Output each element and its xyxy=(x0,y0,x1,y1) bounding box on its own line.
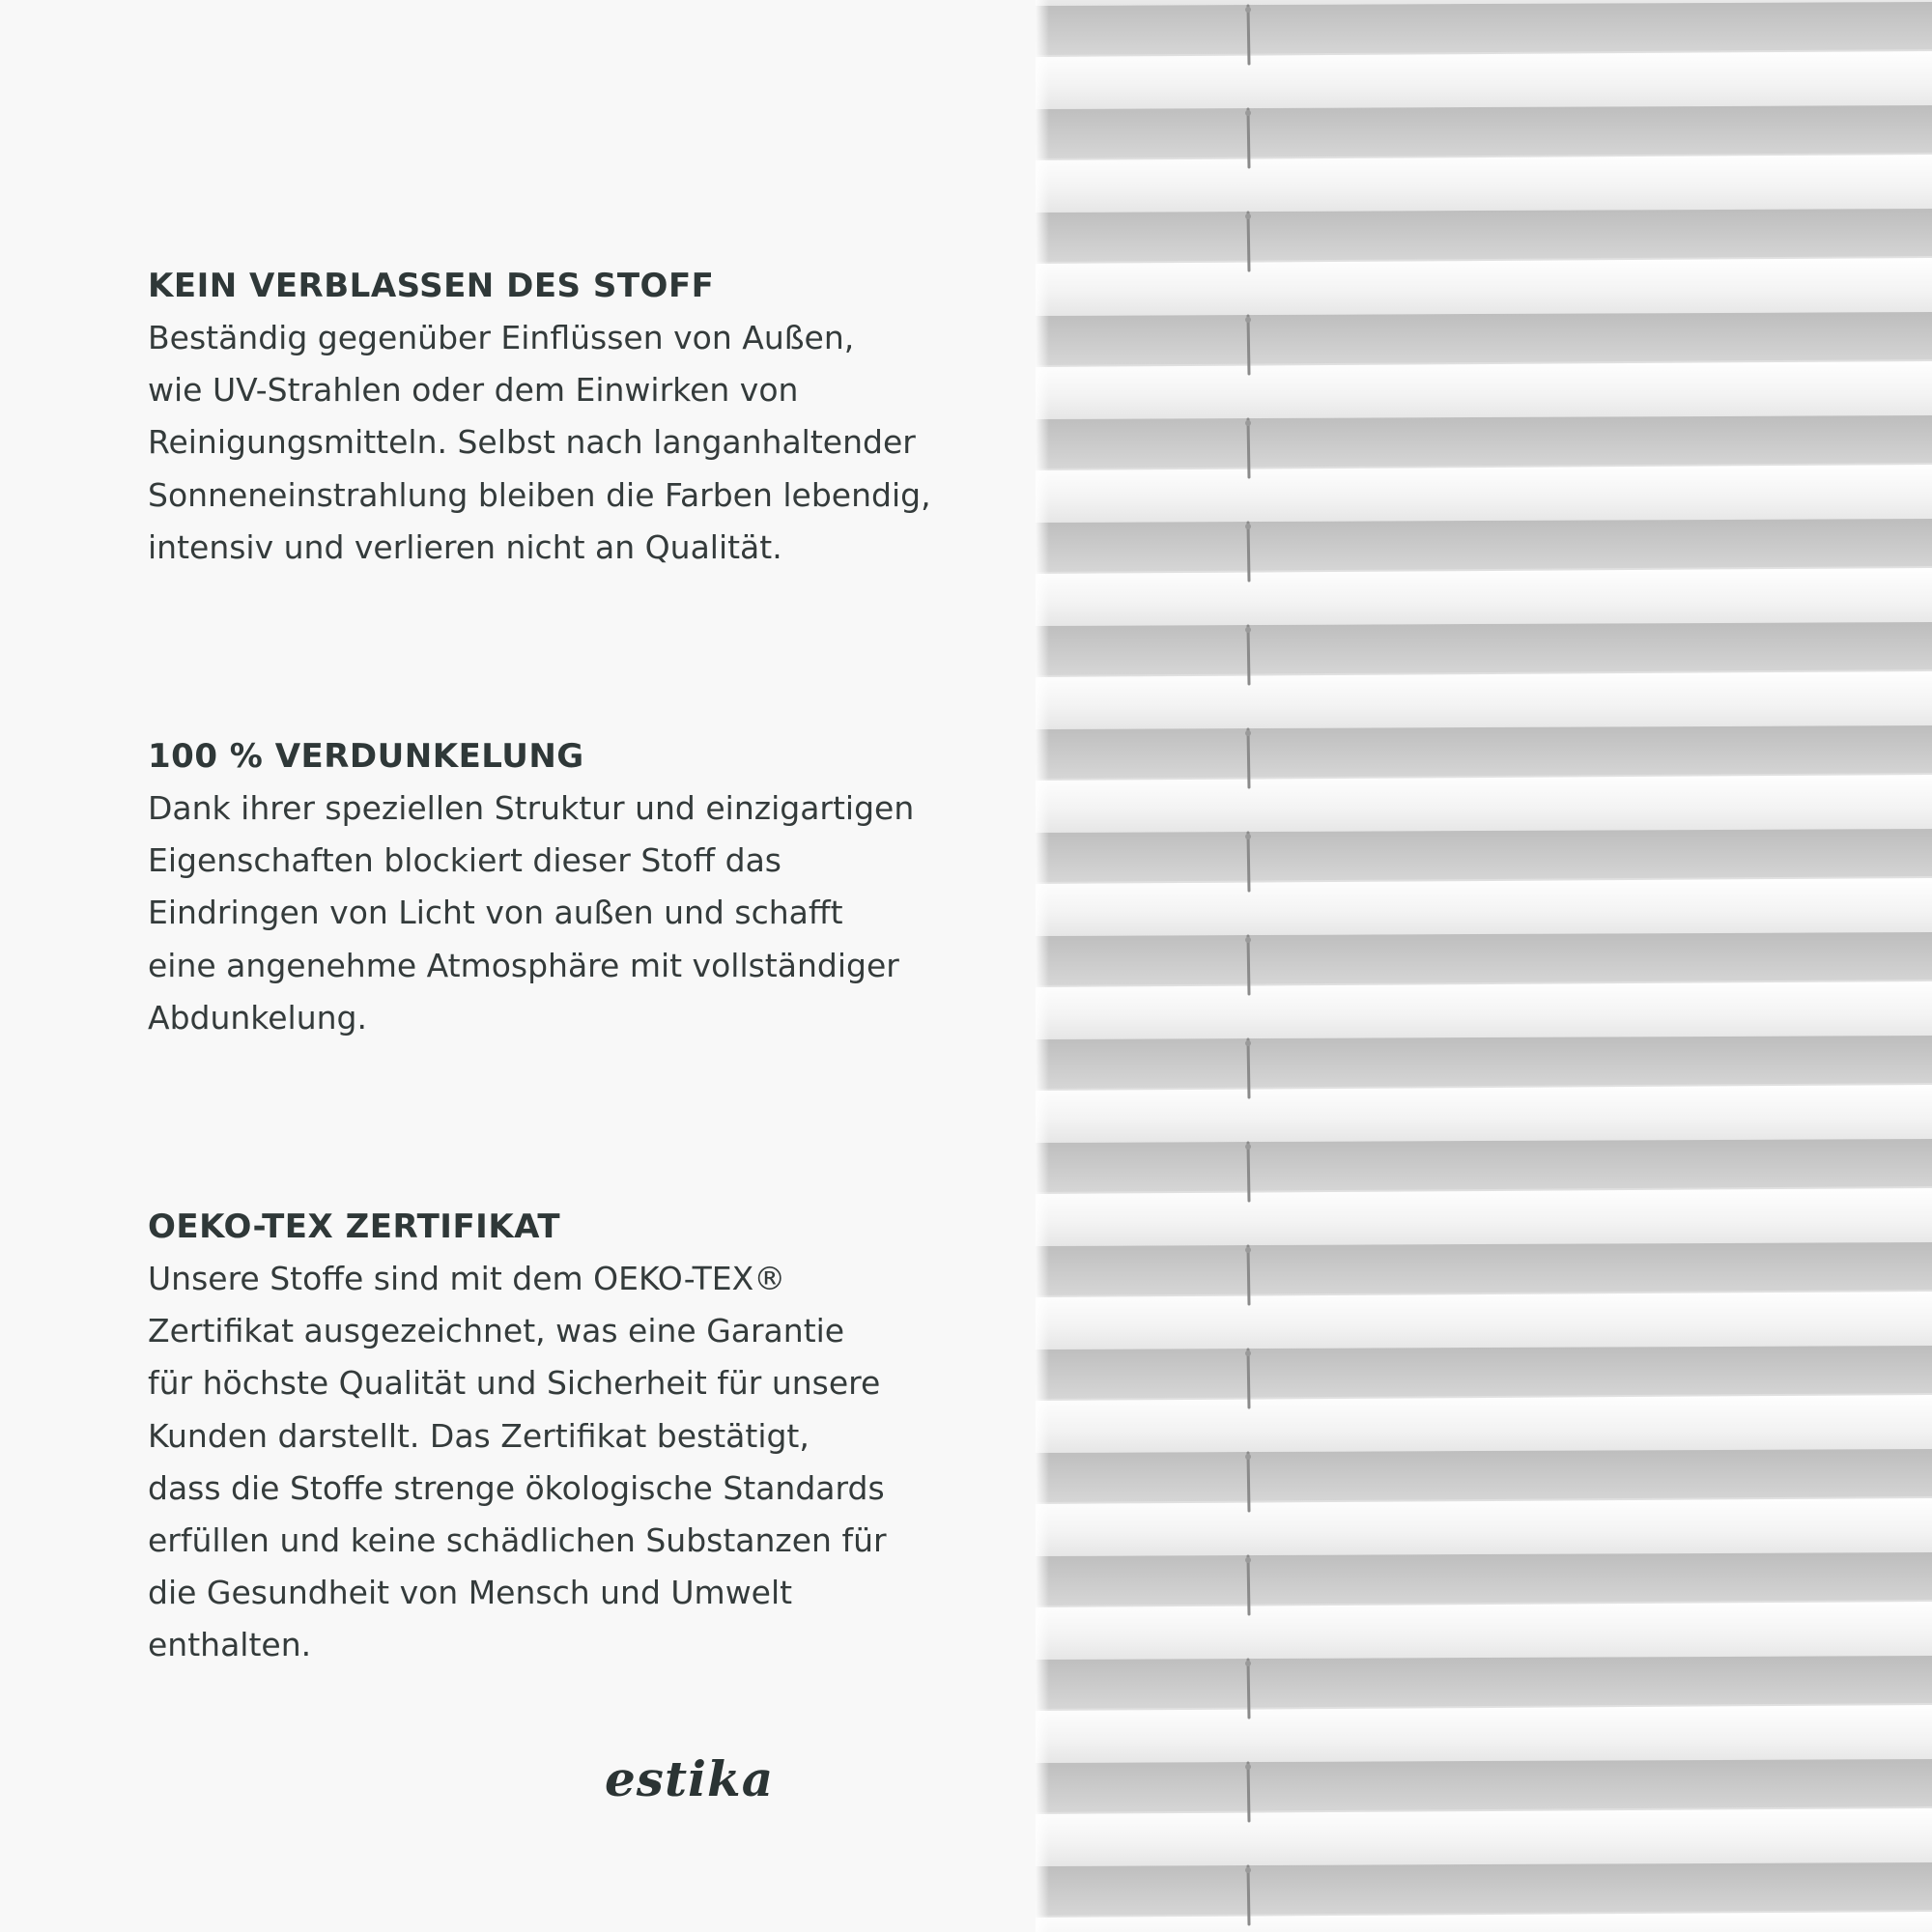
pleat-shadow-face xyxy=(1036,105,1932,159)
pleat-light-face xyxy=(1036,670,1932,729)
section-title: 100 % VERDUNKELUNG xyxy=(148,737,584,776)
cord-segment xyxy=(1248,1039,1249,1097)
cord-segment xyxy=(1248,523,1249,581)
pleat-light-face xyxy=(1036,1187,1932,1246)
pleat-shadow-face xyxy=(1036,2,1932,56)
cord-hole xyxy=(1245,937,1251,943)
cord-segment xyxy=(1248,1556,1249,1614)
cord-segment xyxy=(1248,1453,1249,1511)
cord-hole xyxy=(1245,1350,1251,1356)
body-line: Beständig gegenüber Einflüssen von Außen, xyxy=(148,319,855,356)
pleat-light-face xyxy=(1036,567,1932,626)
pleat-light-face xyxy=(1036,877,1932,936)
body-line: Abdunkelung. xyxy=(148,998,367,1037)
pleat-shadow-face xyxy=(1036,1656,1932,1710)
body-line: Sonneneinstrahlung bleiben die Farben lebendig, xyxy=(148,475,931,514)
pleat-light-face xyxy=(1036,360,1932,419)
pleat-light-face xyxy=(1036,980,1932,1039)
pleated-blind-illustration xyxy=(1036,0,1932,1932)
pleat-shadow-face xyxy=(1036,1036,1932,1090)
cord-hole xyxy=(1245,110,1251,116)
section-title: OEKO-TEX ZERTIFIKAT xyxy=(148,1208,561,1246)
pleat-light-face xyxy=(1036,1291,1932,1350)
pleat-light-face xyxy=(1036,1807,1932,1866)
body-line: dass die Stoffe strenge ökologische Standards xyxy=(148,1468,885,1507)
cord-segment xyxy=(1248,1866,1249,1924)
feature-text-column xyxy=(148,0,1017,1932)
body-line: erfüllen und keine schädlichen Substanzen für xyxy=(148,1521,887,1560)
pleat-light-face xyxy=(1036,774,1932,833)
pleat-light-face xyxy=(1036,1497,1932,1556)
body-line: intensiv und verlieren nicht an Qualität. xyxy=(148,527,782,566)
cord-hole xyxy=(1245,1247,1251,1253)
pleat-shadow-face xyxy=(1036,1759,1932,1813)
pleat-shadow-face xyxy=(1036,312,1932,366)
pleat-shadow-face xyxy=(1036,209,1932,263)
pleat-shadow-face xyxy=(1036,725,1932,780)
cord-segment xyxy=(1248,6,1249,64)
pleat-light-face xyxy=(1036,154,1932,213)
body-line: Dank ihrer speziellen Struktur und einzigartigen xyxy=(148,789,915,827)
cord-segment xyxy=(1248,109,1249,167)
cord-segment xyxy=(1248,316,1249,374)
cord-segment xyxy=(1248,833,1249,891)
feature-blackout xyxy=(148,730,1017,1044)
cord-segment xyxy=(1248,1350,1249,1407)
cord-hole xyxy=(1245,1144,1251,1150)
body-line: Kunden darstellt. Das Zertifikat bestätigt, xyxy=(148,1416,810,1455)
feature-oeko-tex xyxy=(148,1201,1017,1672)
cord-hole xyxy=(1245,627,1251,633)
cord-segment xyxy=(1248,1246,1249,1304)
body-line: eine angenehme Atmosphäre mit vollständiger xyxy=(148,946,899,984)
body-line: Zertifikat ausgezeichnet, was eine Garantie xyxy=(148,1312,845,1350)
section-body xyxy=(148,1253,1017,1672)
pleat-shadow-face xyxy=(1036,932,1932,986)
brand-logo: estika xyxy=(605,1750,775,1807)
pleat-light-face xyxy=(1036,1394,1932,1453)
blind-pleats xyxy=(1036,0,1932,1932)
body-line: die Gesundheit von Mensch und Umwelt xyxy=(148,1574,793,1612)
cord-segment xyxy=(1248,419,1249,477)
cord-hole xyxy=(1245,834,1251,839)
pleat-shadow-face xyxy=(1036,519,1932,573)
cord-hole xyxy=(1245,1867,1251,1873)
cord-segment xyxy=(1248,1660,1249,1718)
cord-hole xyxy=(1245,1764,1251,1770)
cord-segment xyxy=(1248,213,1249,270)
pleat-light-face xyxy=(1036,464,1932,523)
cord-hole xyxy=(1245,1040,1251,1046)
pleat-light-face xyxy=(1036,1704,1932,1763)
body-line: für höchste Qualität und Sicherheit für unsere xyxy=(148,1364,881,1403)
body-line: Eindringen von Licht von außen und schafft xyxy=(148,894,843,932)
section-body xyxy=(148,782,1017,1044)
pleat-shadow-face xyxy=(1036,829,1932,883)
body-line: Unsere Stoffe sind mit dem OEKO-TEX® xyxy=(148,1260,786,1297)
pleat-light-face xyxy=(1036,1084,1932,1143)
pleat-light-face xyxy=(1036,257,1932,316)
cord-hole xyxy=(1245,317,1251,323)
pleat-shadow-face xyxy=(1036,1552,1932,1606)
pleat-light-face xyxy=(1036,50,1932,109)
cord-segment xyxy=(1248,729,1249,787)
cord-segment xyxy=(1248,626,1249,684)
body-line: Eigenschaften blockiert dieser Stoff das xyxy=(148,841,782,880)
body-line: wie UV-Strahlen oder dem Einwirken von xyxy=(148,371,799,410)
cord-hole xyxy=(1245,7,1251,13)
pleat-light-face xyxy=(1036,1601,1932,1660)
pleat-shadow-face xyxy=(1036,1449,1932,1503)
pleat-shadow-face xyxy=(1036,622,1932,676)
pleat-shadow-face xyxy=(1036,1242,1932,1296)
cord-hole xyxy=(1245,1557,1251,1563)
cord-hole xyxy=(1245,730,1251,736)
pleat-shadow-face xyxy=(1036,415,1932,469)
cord-segment xyxy=(1248,1143,1249,1201)
body-line: enthalten. xyxy=(148,1626,312,1664)
body-line: Reinigungsmitteln. Selbst nach langanhaltender xyxy=(148,423,916,462)
cord-segment xyxy=(1248,936,1249,994)
pleated-blind-image xyxy=(1036,0,1932,1932)
pleat-shadow-face xyxy=(1036,1862,1932,1917)
cord-segment xyxy=(1248,1763,1249,1821)
feature-no-fading xyxy=(148,260,1017,574)
cord-hole xyxy=(1245,524,1251,529)
cord-hole xyxy=(1245,420,1251,426)
blind-left-edge xyxy=(1036,0,1049,1932)
cord-hole xyxy=(1245,1661,1251,1666)
pleat-shadow-face xyxy=(1036,1139,1932,1193)
cord-hole xyxy=(1245,1454,1251,1460)
section-body xyxy=(148,312,1017,574)
section-title: KEIN VERBLASSEN DES STOFF xyxy=(148,267,715,305)
cord-hole xyxy=(1245,213,1251,219)
pleat-shadow-face xyxy=(1036,1346,1932,1400)
